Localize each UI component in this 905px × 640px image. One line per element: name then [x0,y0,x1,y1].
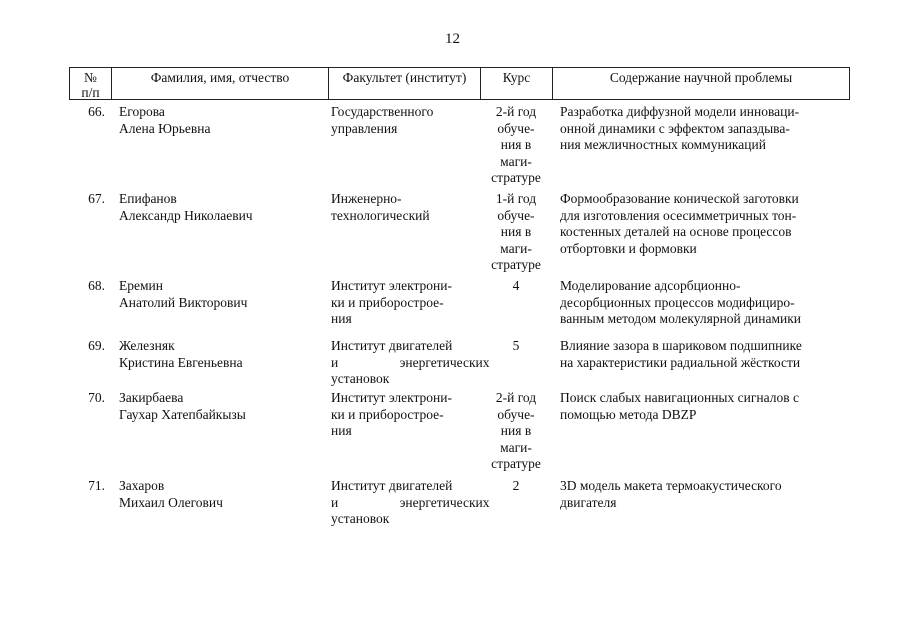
course-line: 1-й год [495,191,537,206]
course [482,191,550,274]
topic-line: Поиск слабых навигационных сигналов с [560,390,799,405]
faculty-line: управления [331,120,398,136]
surname: Захаров [119,478,165,493]
topic-line: онной динамики с эффектом запаздыва- [560,120,790,136]
research-topic [560,390,846,423]
faculty-line: Институт электрони- [331,278,453,293]
topic-line: 3D модель макета термоакустического [560,478,782,493]
topic-line: отбортовки и формовки [560,240,697,256]
course [482,390,550,473]
course [482,338,550,355]
faculty-line: ния [331,311,352,326]
course [482,478,550,495]
topic-line: на характеристики радиальной жёсткости [560,354,801,370]
faculty [331,390,478,440]
header-num-line1: № [84,70,97,85]
course-line: обуче- [497,406,535,422]
topic-line: Влияние зазора в шариковом подшипнике [560,338,802,353]
given-names: Анатолий Викторович [119,294,248,310]
faculty [331,191,478,224]
faculty-line: ки и приборострое- [331,294,444,310]
course-line: обуче- [497,207,535,223]
surname: Закирбаева [119,390,184,405]
faculty-line: ки и приборострое- [331,406,444,422]
topic-line: ния межличностных коммуникаций [560,137,766,152]
page-number: 12 [445,31,460,47]
surname: Еремин [119,278,163,293]
row-number: 71. [88,478,105,493]
student-name [119,478,324,511]
topic-line: для изготовления осесимметричных тон- [560,207,797,223]
course-line: 2-й год [495,390,537,405]
surname: Железняк [119,338,175,353]
course-line: 5 [512,338,520,353]
faculty-line: ния [331,423,352,438]
course-line: маги- [500,240,532,256]
course-line: стратуре [491,257,541,272]
row-number: 68. [88,278,105,293]
research-topic [560,191,846,257]
topic-line: Разработка диффузной модели инноваци- [560,104,800,119]
course-line: 2 [512,478,520,493]
course-line: ния в [500,137,532,152]
course [482,278,550,295]
course-line: ния в [500,423,532,438]
topic-line: Формообразование конической заготовки [560,191,799,206]
student-name [119,338,324,371]
given-names: Гаухар Хатепбайкызы [119,406,246,422]
header-num-line2: п/п [81,85,100,100]
course-line: маги- [500,153,532,169]
row-number: 69. [88,338,105,353]
course-line: стратуре [491,170,541,185]
header-num [70,68,112,99]
table-header [69,67,850,100]
faculty [331,278,478,328]
topic-line: ванным методом молекулярной динамики [560,311,802,326]
student-name [119,390,324,423]
topic-line: двигателя [560,494,617,510]
faculty-line: Инженерно- [331,191,402,206]
header-course: Курс [481,68,553,99]
course-line: обуче- [497,120,535,136]
header-topic: Содержание научной проблемы [609,70,793,85]
surname: Епифанов [119,191,177,206]
research-topic [560,104,846,154]
topic-line: помощью метода DBZP [560,406,697,422]
course-line: ния в [500,224,532,239]
topic-line: костенных деталей на основе процессов [560,224,792,239]
row-number: 70. [88,390,105,405]
course [482,104,550,187]
research-topic [560,478,846,511]
student-name [119,191,324,224]
research-topic [560,278,846,328]
course-line: 2-й год [495,104,537,119]
faculty [331,478,490,528]
student-name [119,104,324,137]
course-line: стратуре [491,456,541,471]
topic-line: Моделирование адсорбционно- [560,278,741,293]
surname: Егорова [119,104,165,119]
faculty-line: установок [331,511,390,526]
given-names: Александр Николаевич [119,207,253,223]
course-line: 4 [512,278,520,293]
row-number: 66. [88,104,105,119]
research-topic [560,338,846,371]
faculty-line: установок [331,371,390,386]
given-names: Михаил Олегович [119,494,223,510]
header-name: Фамилия, имя, отчество [112,68,329,99]
row-number: 67. [88,191,105,206]
faculty [331,104,478,137]
student-name [119,278,324,311]
course-line: маги- [500,439,532,455]
faculty-line: технологический [331,207,430,223]
given-names: Кристина Евгеньевна [119,354,243,370]
topic-line: десорбционных процессов модифициро- [560,294,795,310]
faculty-line: Институт двигателей [331,478,453,493]
faculty [331,338,490,388]
faculty-line: и энергетических [331,494,490,510]
given-names: Алена Юрьевна [119,120,211,136]
faculty-line: Институт двигателей [331,338,453,353]
faculty-line: Институт электрони- [331,390,453,405]
header-faculty: Факультет (институт) [329,68,481,99]
faculty-line: и энергетических [331,354,490,370]
faculty-line: Государственного [331,104,434,119]
